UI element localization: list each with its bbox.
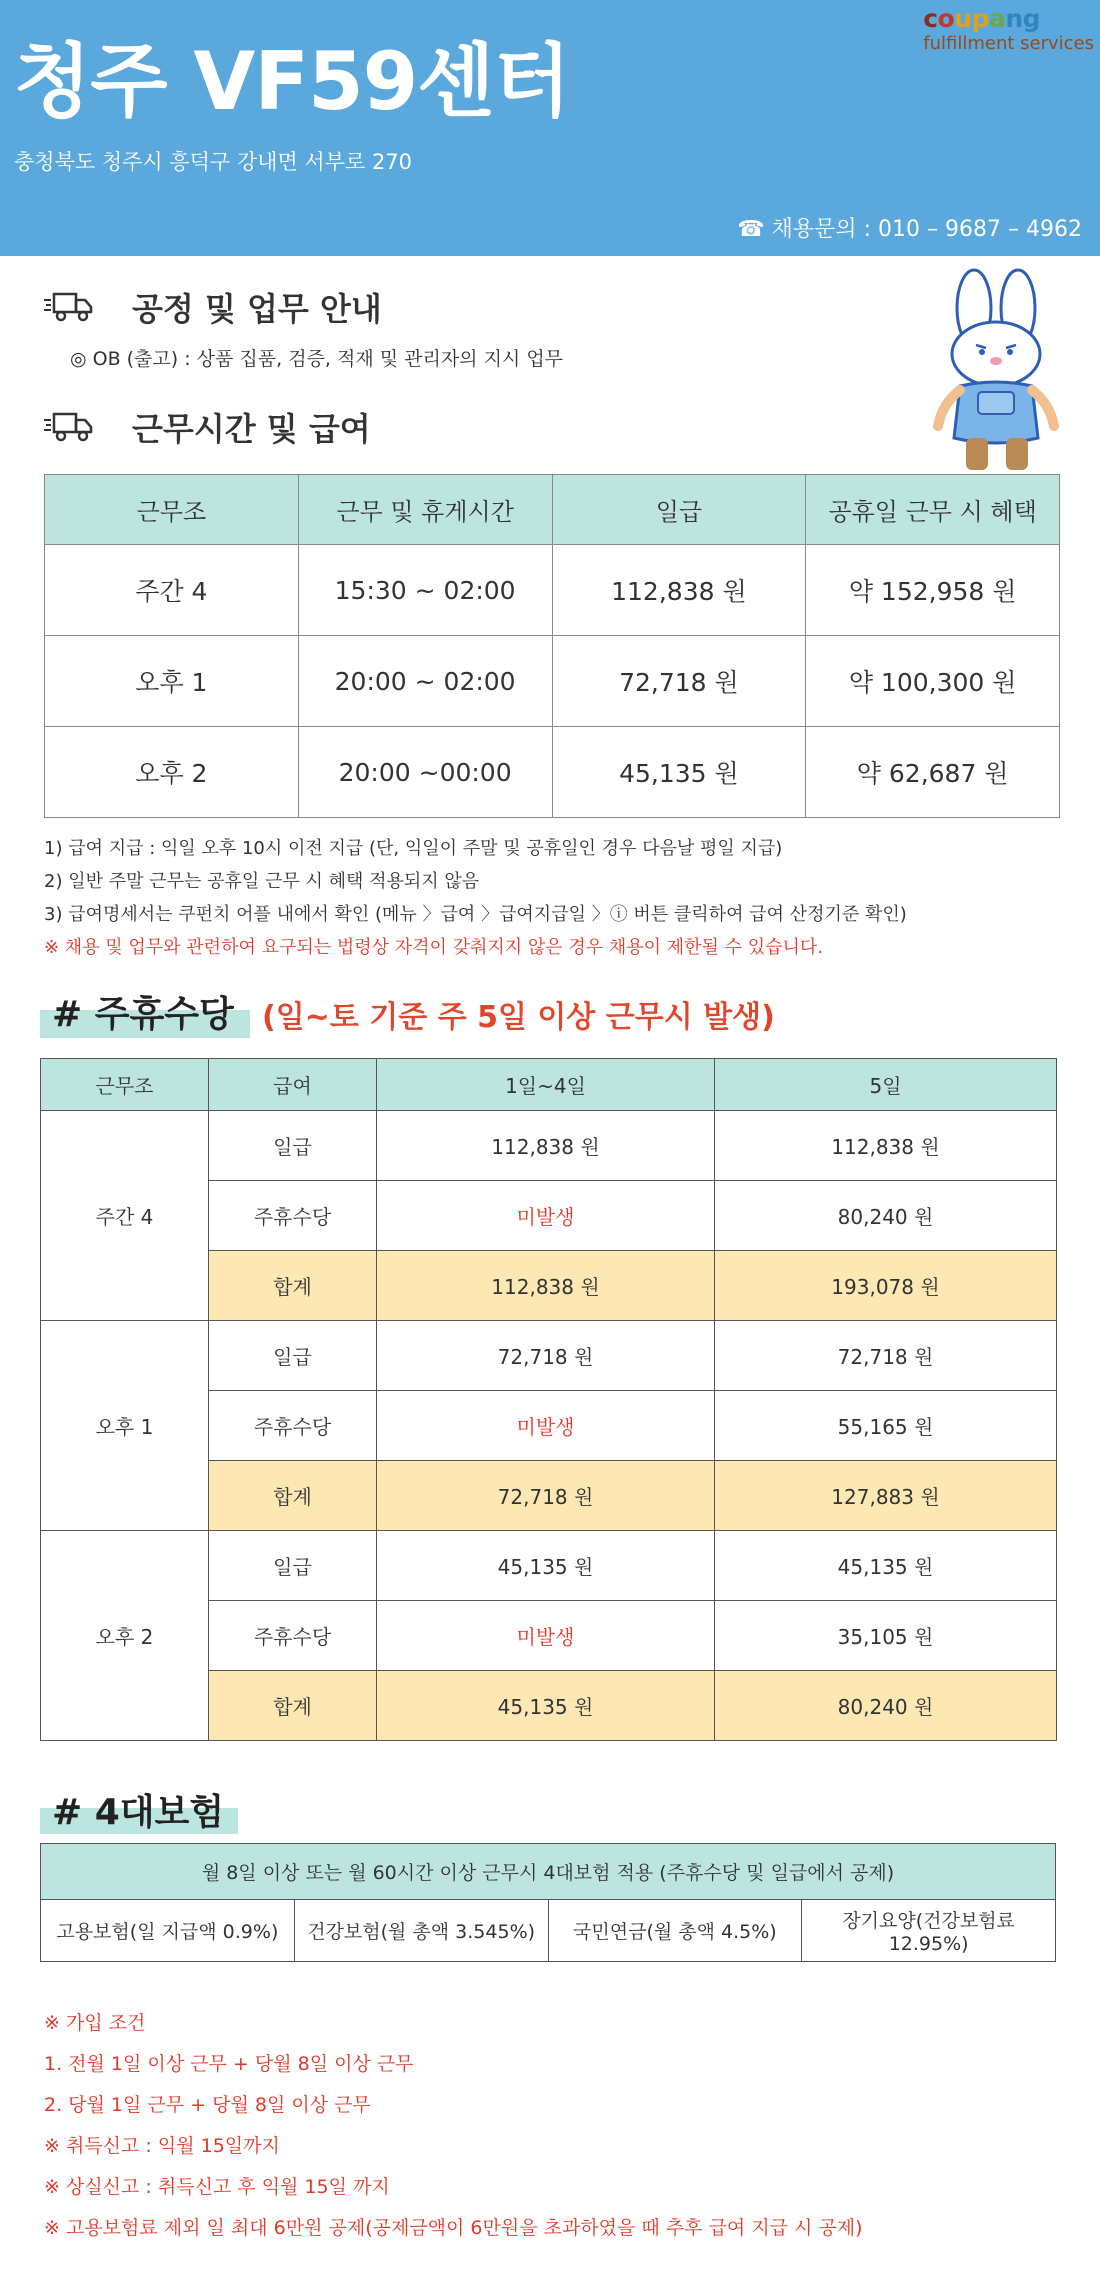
pay-table [44, 474, 1060, 818]
table-cell: 55,165 원 [715, 1391, 1057, 1461]
brand-wordmark: coupang [923, 4, 1041, 33]
condition-line: ※ 취득신고 : 익월 15일까지 [44, 2135, 280, 2157]
table-cell: 20:00 ~00:00 [298, 727, 552, 818]
table-cell: 45,135 원 [377, 1531, 715, 1601]
table-header-row [41, 1844, 1056, 1900]
table-cell: 고용보험(일 지급액 0.9%) [41, 1900, 295, 1962]
table-cell: 일급 [209, 1321, 377, 1391]
insurance-title: # 4대보험 [52, 1792, 225, 1833]
column-header: 공휴일 근무 시 혜택 [806, 475, 1060, 545]
table-cell: 합계 [209, 1461, 377, 1531]
recruit-phone: ☎ 채용문의 : 010 – 9687 – 4962 [737, 217, 1082, 242]
table-cell: 국민연금(월 총액 4.5%) [548, 1900, 802, 1962]
table-cell: 45,135 원 [715, 1531, 1057, 1601]
table-cell: 72,718 원 [377, 1321, 715, 1391]
column-header: 일급 [552, 475, 806, 545]
shift-cell: 오후 1 [41, 1321, 209, 1531]
table-cell: 80,240 원 [715, 1181, 1057, 1251]
table-header-row [41, 1059, 1057, 1111]
table-cell: 장기요양(건강보험료 12.95%) [802, 1900, 1056, 1962]
table-cell: 72,718 원 [715, 1321, 1057, 1391]
table-cell: 주휴수당 [209, 1601, 377, 1671]
table-cell: 오후 1 [45, 636, 299, 727]
table-cell: 주휴수당 [209, 1181, 377, 1251]
table-cell: 15:30 ~ 02:00 [298, 545, 552, 636]
column-header: 5일 [715, 1059, 1057, 1111]
allowance-table [40, 1058, 1057, 1741]
table-cell: 193,078 원 [715, 1251, 1057, 1321]
join-conditions [44, 2003, 863, 2249]
note-line: 1) 급여 지급 : 익일 오후 10시 이전 지급 (단, 익일이 주말 및 공휴일인 경우 다음날 평일 지급) [44, 838, 783, 859]
table-cell: 20:00 ~ 02:00 [298, 636, 552, 727]
condition-line: ※ 고용보험료 제외 일 최대 6만원 공제(공제금액이 6만원을 초과하였을 때 추후 급여 지급 시 공제) [44, 2217, 863, 2239]
table-cell: 45,135 원 [552, 727, 806, 818]
column-header: 급여 [209, 1059, 377, 1111]
condition-line: ※ 가입 조건 [44, 2012, 146, 2034]
table-row [41, 1321, 1057, 1391]
delivery-truck-icon [44, 290, 94, 324]
shift-cell: 오후 2 [41, 1531, 209, 1741]
not-applicable-cell: 미발생 [377, 1181, 715, 1251]
column-header: 근무조 [45, 475, 299, 545]
warning-note: ※ 채용 및 업무와 관련하여 요구되는 법령상 자격이 갖춰지지 않은 경우 채용이 제한될 수 있습니다. [44, 937, 824, 958]
allowance-subtitle: (일~토 기준 주 5일 이상 근무시 발생) [262, 1000, 775, 1035]
table-cell: 약 100,300 원 [806, 636, 1060, 727]
table-row [45, 636, 1060, 727]
page-title: 청주 VF59센터 [14, 35, 570, 128]
table-cell: 오후 2 [45, 727, 299, 818]
brand-subtitle: fulfillment services [923, 33, 1094, 54]
note-line: 3) 급여명세서는 쿠펀치 어플 내에서 확인 (메뉴 〉급여 〉급여지급일 〉ⓘ 버튼 클릭하여 급여 산정기준 확인) [44, 904, 907, 925]
page-header [0, 0, 1100, 256]
column-header: 근무조 [41, 1059, 209, 1111]
insurance-header: 월 8일 이상 또는 월 60시간 이상 근무시 4대보험 적용 (주휴수당 및 일급에서 공제) [41, 1844, 1056, 1900]
condition-line: 1. 전월 1일 이상 근무 + 당월 8일 이상 근무 [44, 2053, 414, 2075]
table-cell: 72,718 원 [377, 1461, 715, 1531]
table-cell: 일급 [209, 1531, 377, 1601]
table-row [41, 1111, 1057, 1181]
shift-cell: 주간 4 [41, 1111, 209, 1321]
column-header: 근무 및 휴게시간 [298, 475, 552, 545]
table-cell: 약 152,958 원 [806, 545, 1060, 636]
section-title: 공정 및 업무 안내 [132, 290, 382, 328]
table-cell: 합계 [209, 1671, 377, 1741]
ob-description: ◎ OB (출고) : 상품 집품, 검증, 적재 및 관리자의 지시 업무 [70, 348, 564, 370]
column-header: 1일~4일 [377, 1059, 715, 1111]
table-row [45, 545, 1060, 636]
coupang-logo [923, 6, 1094, 54]
table-row [45, 727, 1060, 818]
note-line: 2) 일반 주말 근무는 공휴일 근무 시 혜택 적용되지 않음 [44, 871, 480, 892]
table-row [41, 1531, 1057, 1601]
table-cell: 80,240 원 [715, 1671, 1057, 1741]
table-cell: 45,135 원 [377, 1671, 715, 1741]
table-row [41, 1900, 1056, 1962]
table-header-row [45, 475, 1060, 545]
table-cell: 127,883 원 [715, 1461, 1057, 1531]
not-applicable-cell: 미발생 [377, 1391, 715, 1461]
allowance-title: # 주휴수당 [52, 994, 234, 1035]
table-cell: 112,838 원 [377, 1111, 715, 1181]
section-hours-pay [44, 404, 371, 450]
center-address: 충청북도 청주시 흥덕구 강내면 서부로 270 [14, 150, 413, 174]
table-cell: 112,838 원 [552, 545, 806, 636]
pay-notes [44, 832, 907, 964]
table-cell: 72,718 원 [552, 636, 806, 727]
rabbit-mascot-icon [926, 268, 1066, 478]
table-cell: 35,105 원 [715, 1601, 1057, 1671]
table-cell: 112,838 원 [715, 1111, 1057, 1181]
table-cell: 112,838 원 [377, 1251, 715, 1321]
condition-line: 2. 당월 1일 근무 + 당월 8일 이상 근무 [44, 2094, 371, 2116]
not-applicable-cell: 미발생 [377, 1601, 715, 1671]
table-cell: 합계 [209, 1251, 377, 1321]
condition-line: ※ 상실신고 : 취득신고 후 익월 15일 까지 [44, 2176, 390, 2198]
insurance-table [40, 1843, 1056, 1962]
section-title: 근무시간 및 급여 [132, 410, 371, 448]
table-cell: 주휴수당 [209, 1391, 377, 1461]
table-cell: 건강보험(월 총액 3.545%) [294, 1900, 548, 1962]
table-cell: 주간 4 [45, 545, 299, 636]
section-process [44, 284, 382, 330]
delivery-truck-icon [44, 410, 94, 444]
table-cell: 일급 [209, 1111, 377, 1181]
table-cell: 약 62,687 원 [806, 727, 1060, 818]
